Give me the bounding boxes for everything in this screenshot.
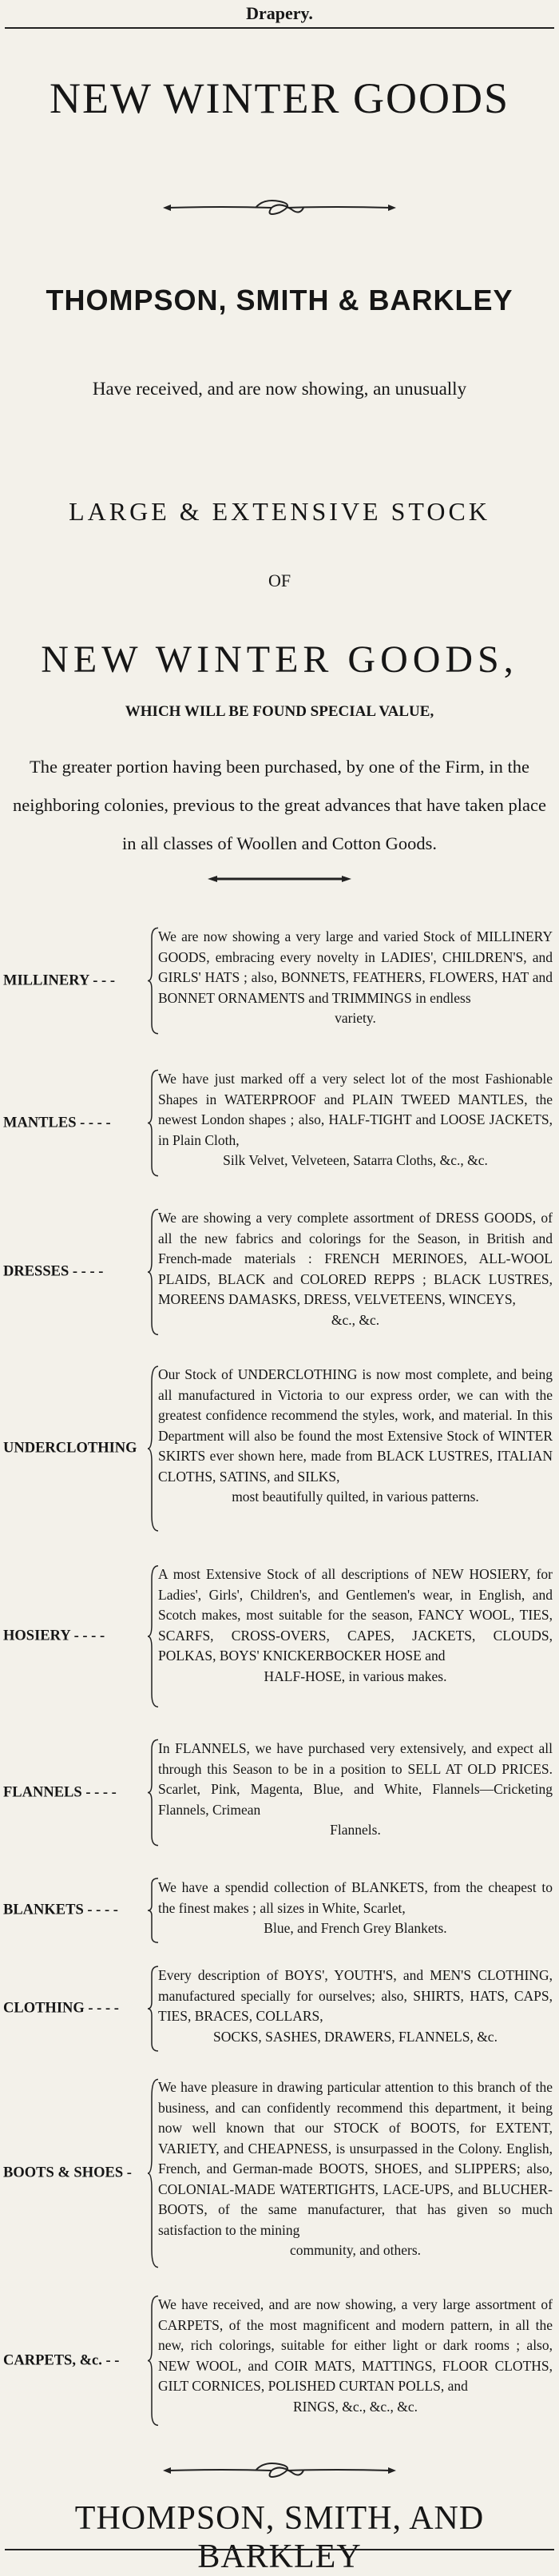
department-label: FLANNELS - - - - [3,1784,117,1800]
department-underclothing [0,1365,559,1532]
department-label: CLOTHING - - - - [3,2000,119,2017]
department-label: MANTLES - - - - [3,1115,111,1131]
department-hosiery [0,1564,559,1708]
large-extensive-stock: LARGE & EXTENSIVE STOCK [69,497,490,526]
department-carpets [0,2295,559,2427]
department-text: We have pleasure in drawing particular attention to this branch of the business, and can confidently recommend this department, it being now well known that our STOCK of BOOTS, for EXTENT, VARIETY, and CHEAPNESS, is unsurpassed in the Colony. English, French, and German-made BOOTS, SHOES, and SLIPPERS; also, COLONIAL-MADE WATERTIGHTS, LACE-UPS, and BLUCHER-BOOTS, of the same manufacturer, that has given so much satisfaction to the mining community, and others. [158,2079,553,2258]
divider-ornament [160,863,399,895]
intro-paragraph: The greater portion having been purchased, by one of the Firm, in the neighboring colonies, previous to the great advances that have taken place in all classes of Woollen and Cotton Goods. [13,757,546,853]
section-heading: Drapery. [246,3,313,23]
department-text: We are showing a very complete assortment of DRESS GOODS, of all the new fabrics and colorings for the Season, in British and French-made materials : FRENCH MERINOES, ALL-WOOL PLAIDS, BLACK and COLORED REPPS ; BLACK LUSTRES, MOREENS DAMASKS, DRESS, VELVETEENS, WINCEYS, &c., &c. [158,1210,553,1328]
department-text: We are now showing a very large and varied Stock of MILLINERY GOODS, embracing every novelty in LADIES', CHILDREN'S, and GIRLS' HATS ; also, BONNETS, FEATHERS, FLOWERS, HAT and BONNET ORNAMENTS and TRIMMINGS in endless variety. [158,928,553,1026]
department-label: BOOTS & SHOES - [3,2165,132,2181]
bottom-rule [5,2549,554,2550]
department-label: BLANKETS - - - - [3,1902,118,1918]
of-text: OF [268,570,291,590]
secondary-headline: NEW WINTER GOODS, [41,638,518,681]
department-label: MILLINERY - - - [3,972,115,988]
department-flannels [0,1739,559,1847]
special-value-note: WHICH WILL BE FOUND SPECIAL VALUE, [125,703,434,720]
intro-text: Have received, and are now showing, an unusually [92,379,467,399]
department-mantles [0,1069,559,1177]
department-label: UNDERCLOTHING [3,1440,137,1457]
department-boots-shoes [0,2077,559,2269]
department-text: Every description of BOYS', YOUTH'S, and MEN'S CLOTHING, manufactured specially for ourselves; also, SHIRTS, HATS, CAPS, TIES, BRACES, COLLARS, SOCKS, SASHES, DRAWERS, FLANNELS, &c. [158,1967,553,2045]
department-dresses [0,1208,559,1336]
flourish-ornament [160,192,399,224]
department-blankets [0,1878,559,1943]
top-rule [5,27,554,29]
department-text: Our Stock of UNDERCLOTHING is now most complete, and being all manufactured in Victoria to our express order, we can with the greatest confidence recommend the styles, work, and material. In this Department will also be found the most Extensive Stock of WINTER SKIRTS ever shown here, made from BLACK LUSTRES, ITALIAN CLOTHS, SATINS, and SILKS, most beautifully quilted, in various patterns. [158,1366,553,1505]
footer-flourish [160,2455,399,2487]
footer-firm-name: THOMPSON, SMITH, AND BARKLEY [74,2500,485,2575]
department-label: CARPETS, &c. - - [3,2352,120,2368]
department-text: We have a spendid collection of BLANKETS, from the cheapest to the finest makes ; all sizes in White, Scarlet, Blue, and French Grey Blankets. [158,1879,553,1936]
department-millinery [0,927,559,1035]
department-text: In FLANNELS, we have purchased very extensively, and expect all through this Season to be in a position to SELL AT OLD PRICES. Scarlet, Pink, Magenta, Blue, and White, Flannels—Cricketing Flannels, Crimean Flannels. [158,1740,553,1838]
firm-name: THOMPSON, SMITH & BARKLEY [46,284,513,316]
department-text: We have just marked off a very select lot of the most Fashionable Shapes in WATERPROOF and PLAIN TWEED MANTLES, the newest London shapes ; also, HALF-TIGHT and LOOSE JACKETS, in Plain Cloth, Silk Velvet, Velveteen, Satarra Cloths, &c., &c. [158,1071,553,1168]
department-text: A most Extensive Stock of all descriptions of NEW HOSIERY, for Ladies', Girls', Children's, and Gentlemen's wear, in English, and Scotch makes, most suitable for the season, FANCY WOOL, TIES, SCARFS, CROSS-OVERS, CAPES, JACKETS, CLOUDS, POLKAS, BOYS' KNICKERBOCKER HOSE and HALF-HOSE, in various makes. [158,1566,553,1684]
department-clothing [0,1966,559,2052]
department-text: We have received, and are now showing, a very large assortment of CARPETS, of the most magnificent and modern pattern, in all the new, rich colorings, suitable for either light or dark rooms ; also, NEW WOOL, and COIR MATS, MATTINGS, FLOOR CLOTHS, GILT CORNICES, POLISHED CURTAN POLLS, and RINGS, &c., &c., &c. [158,2296,553,2415]
headline: NEW WINTER GOODS [50,74,509,122]
department-label: DRESSES - - - - [3,1263,104,1280]
department-label: HOSIERY - - - - [3,1628,105,1644]
